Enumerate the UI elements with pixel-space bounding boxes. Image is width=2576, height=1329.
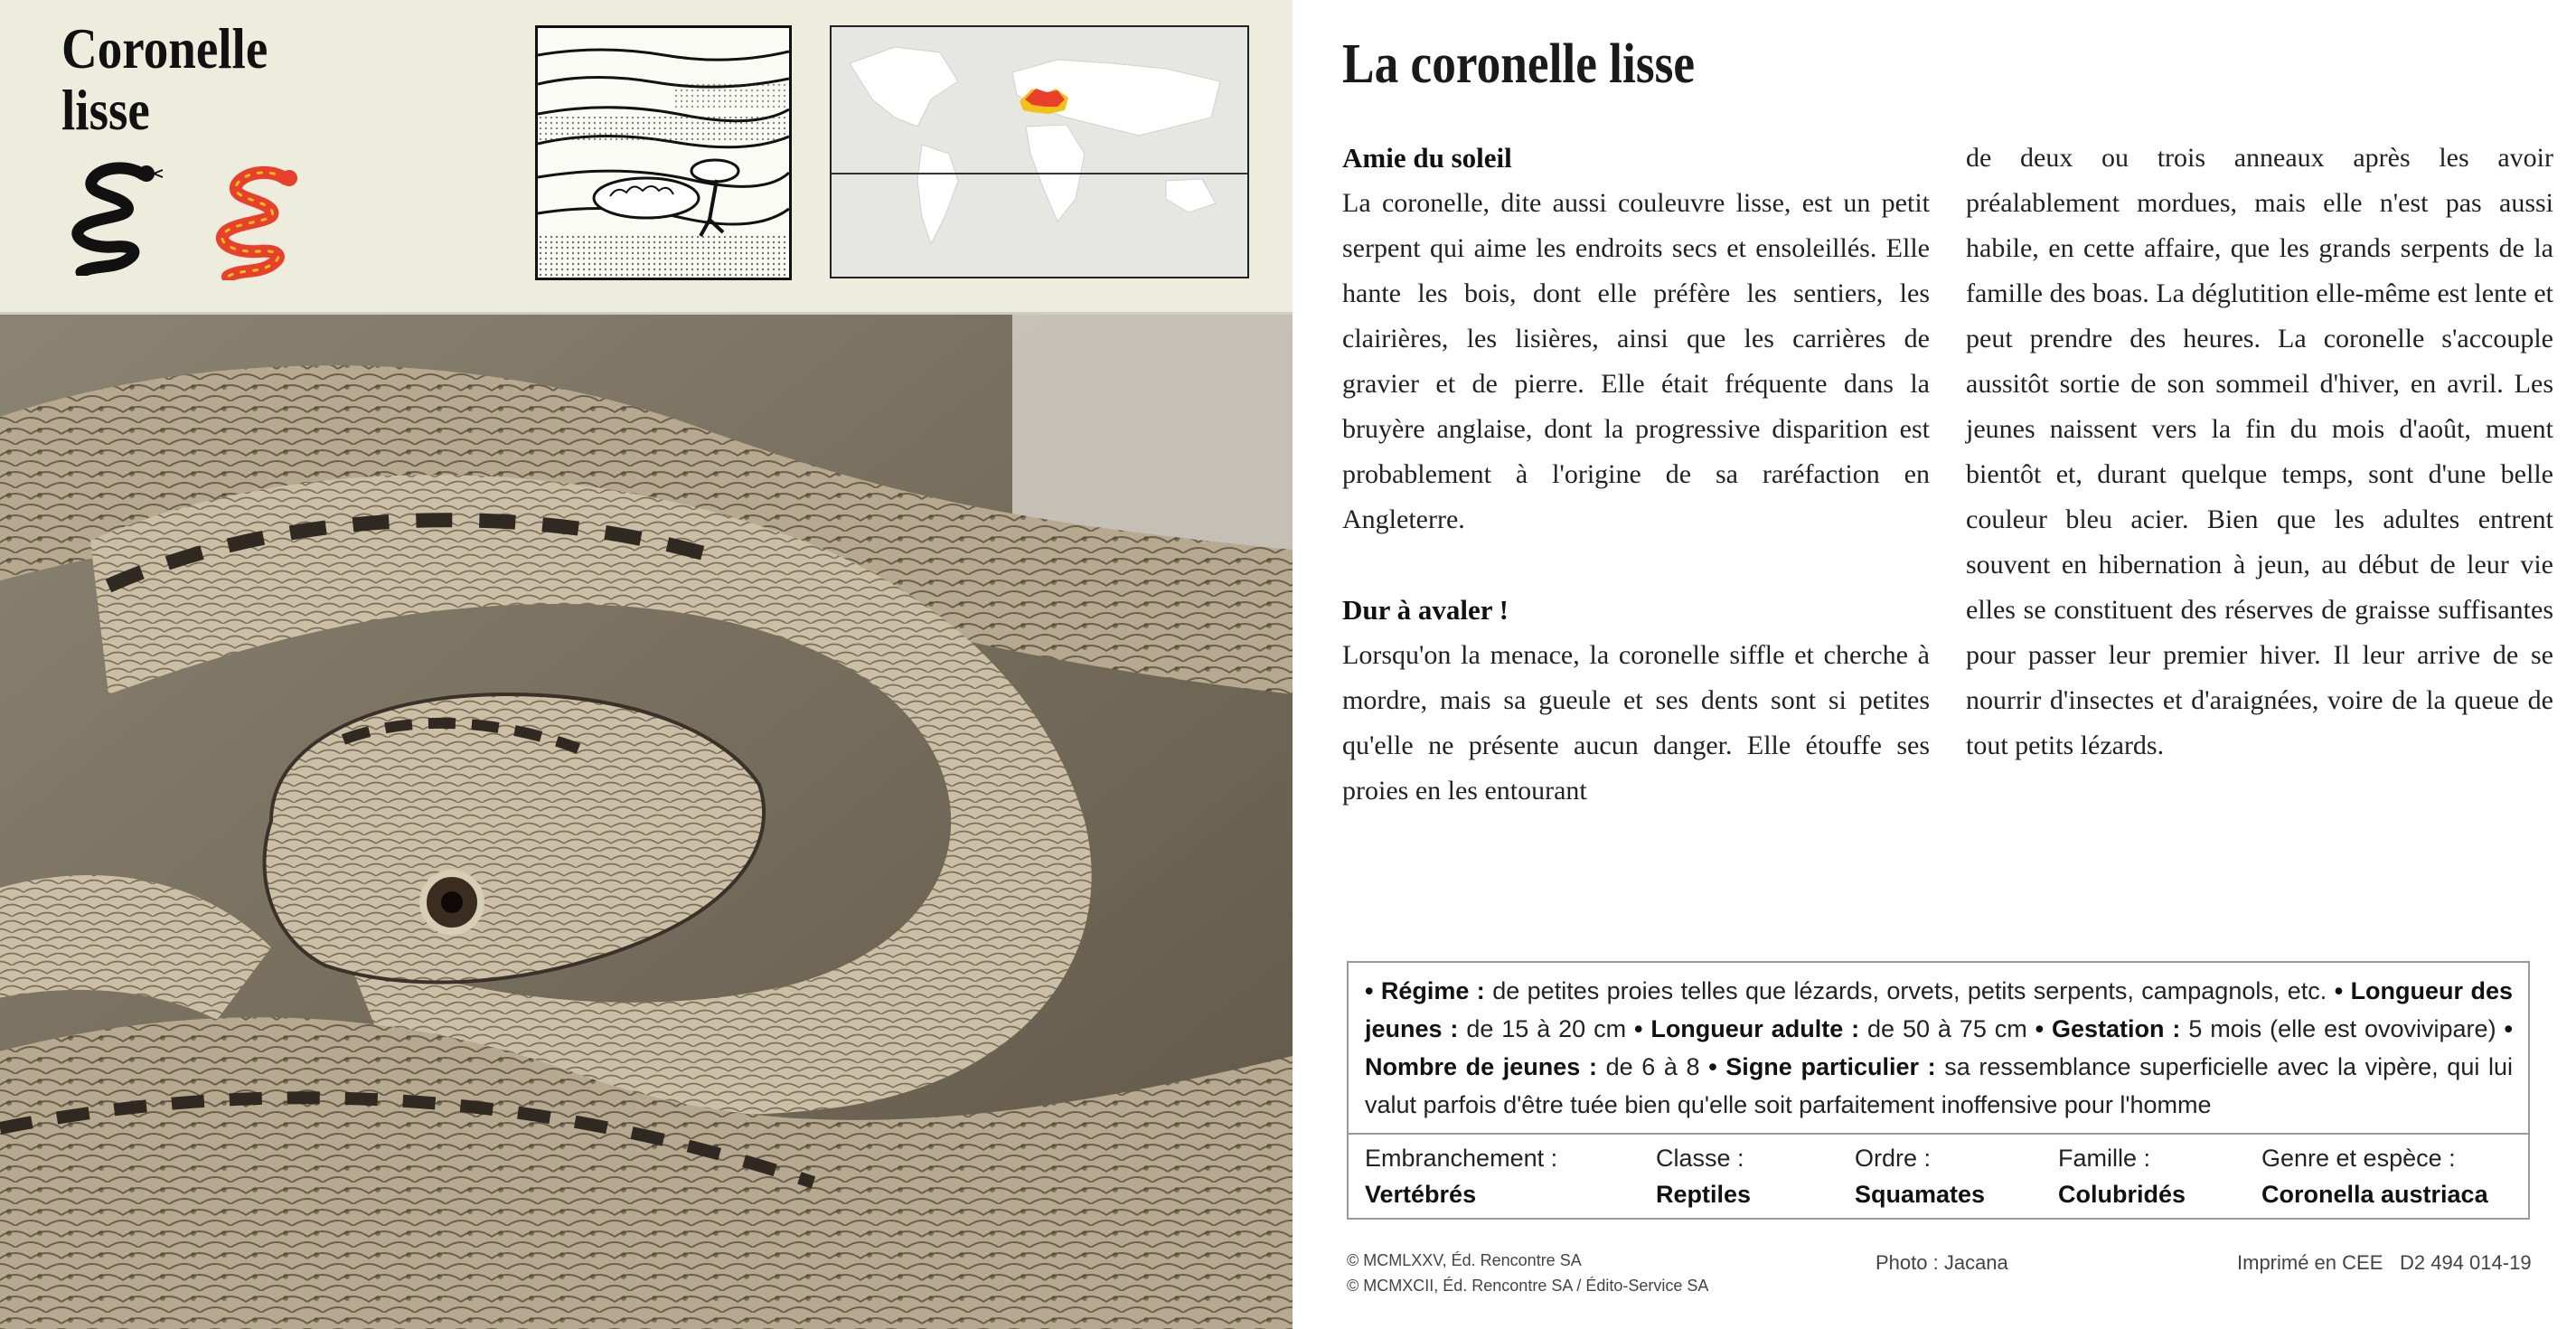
fact-longueur-jeunes-label: • Longueur des jeunes : bbox=[1365, 977, 2513, 1042]
fact-regime-label: • Régime : bbox=[1365, 977, 1485, 1004]
fact-nombre: de 6 à 8 bbox=[1605, 1053, 1700, 1080]
habitat-illustration bbox=[535, 25, 792, 280]
section-text-2: Lorsqu'on la menace, la coronelle siffle et cherche à mordre, mais sa gueule et ses dents sont si petites qu'elle ne présente aucun danger. Elle étouffe ses proies en les entourant bbox=[1342, 640, 1930, 806]
photo-credit: Photo : Jacana bbox=[1876, 1251, 2008, 1274]
taxonomy-label: Classe : bbox=[1656, 1145, 1744, 1172]
card-title-line1: Coronelle bbox=[61, 16, 268, 80]
fact-gestation-label: • Gestation : bbox=[2035, 1015, 2181, 1042]
fact-longueur-adulte-label: • Longueur adulte : bbox=[1633, 1015, 1860, 1042]
footer bbox=[1347, 1248, 2532, 1302]
header-band bbox=[0, 0, 1293, 315]
card-code: D2 494 014-19 bbox=[2400, 1251, 2532, 1274]
printed-notice: Imprimé en CEE bbox=[2237, 1251, 2383, 1274]
taxonomy-label: Famille : bbox=[2058, 1145, 2151, 1172]
fact-signe-label: • Signe particulier : bbox=[1708, 1053, 1936, 1080]
taxonomy-famille bbox=[2058, 1140, 2186, 1212]
taxonomy-value: Vertébrés bbox=[1365, 1181, 1477, 1208]
fact-gestation: 5 mois (elle est ovovivipare) bbox=[2188, 1015, 2496, 1042]
card-title bbox=[61, 18, 325, 141]
text-column-right bbox=[1966, 136, 2553, 768]
section-heading-1: Amie du soleil bbox=[1342, 142, 1512, 174]
distribution-map bbox=[830, 25, 1249, 278]
taxonomy-classe bbox=[1656, 1140, 1751, 1212]
taxonomy-genre-espece bbox=[2261, 1140, 2488, 1212]
taxonomy-label: Embranchement : bbox=[1365, 1145, 1558, 1172]
fact-longueur-jeunes: de 15 à 20 cm bbox=[1466, 1015, 1627, 1042]
copyright-line-1: © MCMLXXV, Éd. Rencontre SA bbox=[1347, 1251, 1582, 1269]
copyright-line-2: © MCMXCII, Éd. Rencontre SA / Édito-Service SA bbox=[1347, 1277, 1709, 1295]
taxonomy-label: Genre et espèce : bbox=[2261, 1145, 2456, 1172]
text-column-left bbox=[1342, 136, 1930, 814]
section-heading-2: Dur à avaler ! bbox=[1342, 594, 1509, 626]
fact-longueur-adulte: de 50 à 75 cm bbox=[1867, 1015, 2027, 1042]
snake-photo bbox=[0, 315, 1293, 1329]
card-title-line2: lisse bbox=[61, 78, 150, 142]
taxonomy-ordre bbox=[1855, 1140, 1985, 1212]
facts-paragraph bbox=[1365, 972, 2513, 1124]
taxonomy-value: Squamates bbox=[1855, 1181, 1986, 1208]
fact-signe: sa ressemblance superficielle avec la vipère, qui lui valut parfois d'être tuée bien qu'elle soit parfaitement inoffensive pour l'homme bbox=[1365, 1053, 2513, 1118]
taxonomy-value: Coronella austriaca bbox=[2261, 1181, 2488, 1208]
section-text-1: La coronelle, dite aussi couleuvre lisse, est un petit serpent qui aime les endroits secs et ensoleillés. Elle hante les bois, dont elle préfère les sentiers, les clairières, les lisières, ainsi que les carrières de gravier et de pierre. Elle était fréquente dans la bruyère anglaise, dont la progressive disparition est probablement à l'origine de sa raréfaction en Angleterre. bbox=[1342, 188, 1930, 534]
right-card bbox=[1297, 0, 2576, 1329]
taxonomy-value: Reptiles bbox=[1656, 1181, 1752, 1208]
main-title: La coronelle lisse bbox=[1342, 33, 1695, 95]
taxonomy-divider bbox=[1349, 1133, 2528, 1135]
taxonomy-embranchement bbox=[1365, 1140, 1557, 1212]
snake-red-icon bbox=[208, 163, 316, 280]
taxonomy-value: Colubridés bbox=[2058, 1181, 2186, 1208]
section-text-2-continued: de deux ou trois anneaux après les avoir préalablement mordues, mais elle n'est pas aussi habile, en cette affaire, que les grands serpents de la famille des boas. La déglutition elle-même est lente et peut prendre des heures. La coronelle s'accouple aussitôt sortie de son sommeil d'hiver, en avril. Les jeunes naissent vers la fin du mois d'août, muent bientôt et, durant quelque temps, sont d'une belle couleur bleu acier. Bien que les adultes entrent souvent en hibernation à jeun, au début de leur vie elles se constituent des réserves de graisse suffisantes pour passer leur premier hiver. Il leur arrive de se nourrir d'insectes et d'araignées, voire de la queue de tout petits lézards. bbox=[1966, 143, 2553, 760]
facts-box bbox=[1347, 961, 2530, 1220]
fact-nombre-label: • Nombre de jeunes : bbox=[1365, 1015, 2513, 1080]
taxonomy-label: Ordre : bbox=[1855, 1145, 1932, 1172]
snake-black-icon bbox=[63, 158, 172, 276]
fact-regime: de petites proies telles que lézards, orvets, petits serpents, campagnols, etc. bbox=[1492, 977, 2327, 1004]
